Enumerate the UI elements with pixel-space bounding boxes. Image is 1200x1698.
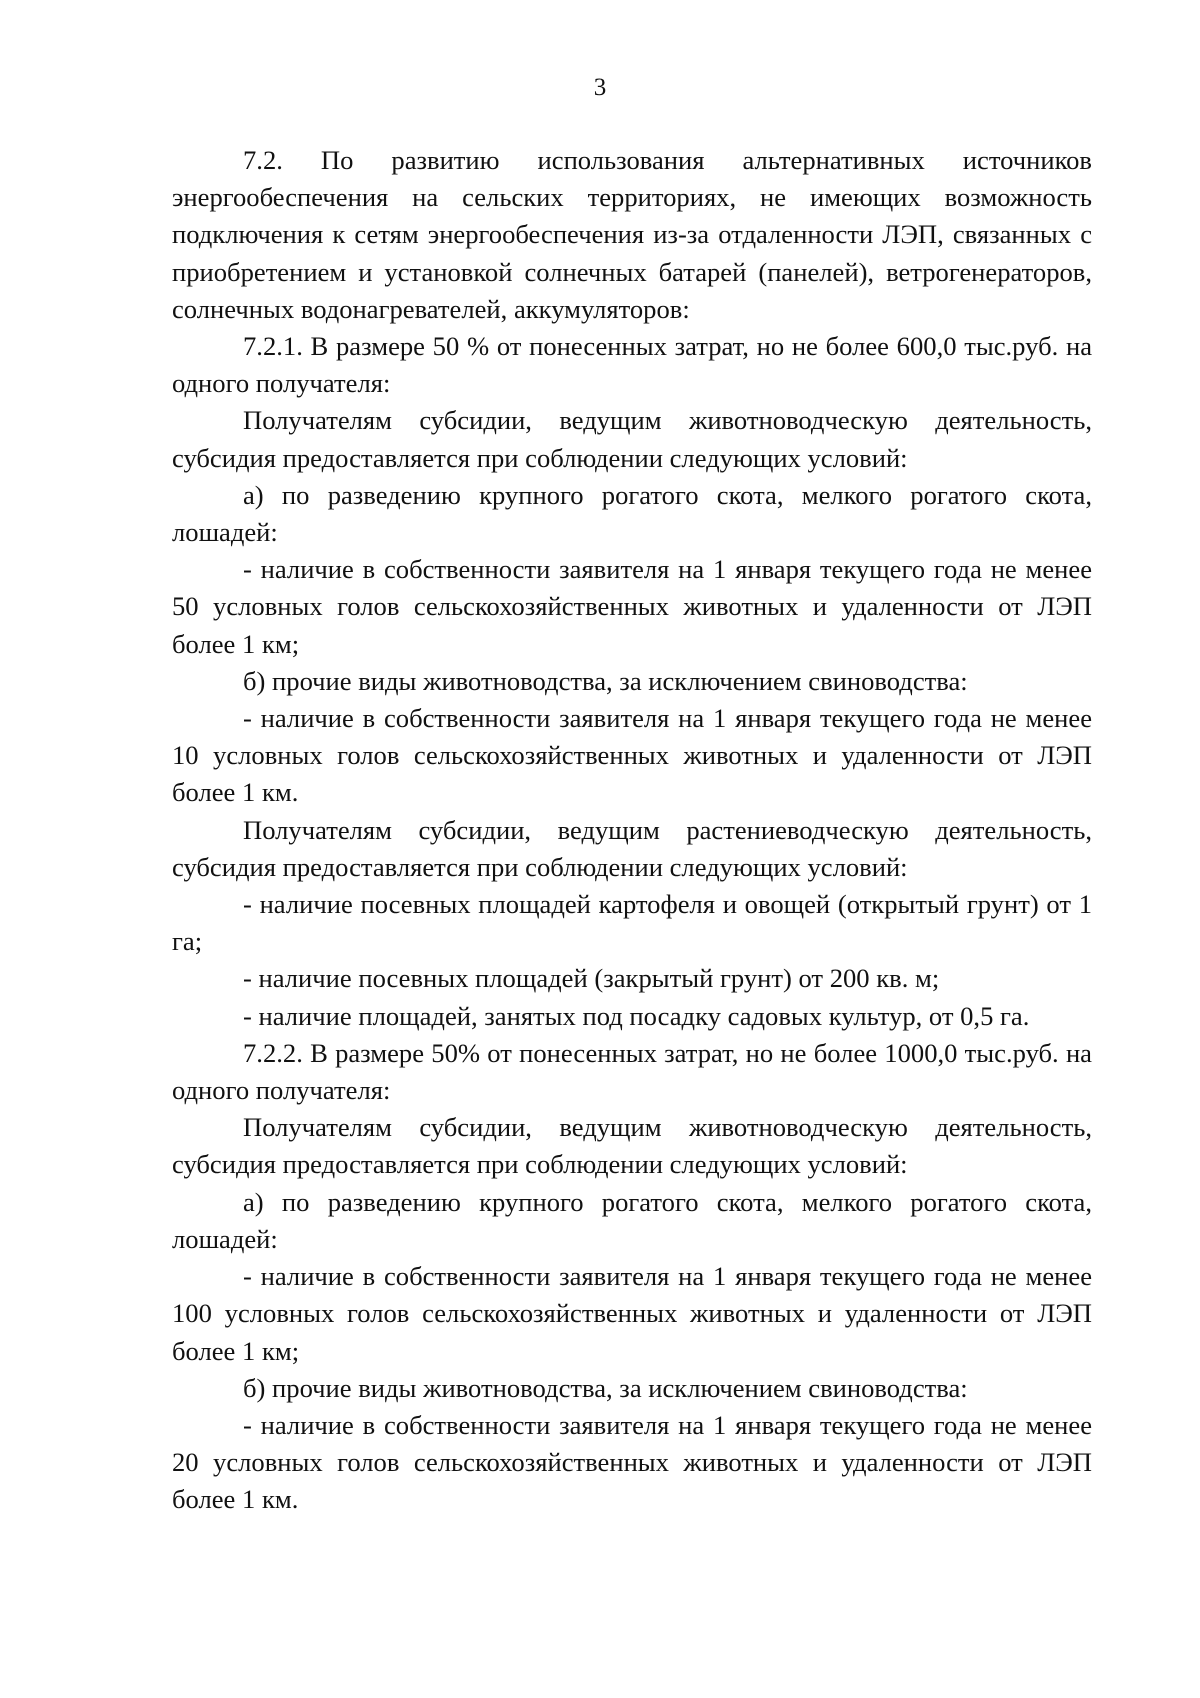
paragraph-7-2-2: 7.2.2. В размере 50% от понесенных затрат, но не более 1000,0 тыс.руб. на одного получателя:: [172, 1037, 1092, 1106]
page-number: 3: [593, 74, 607, 101]
paragraph-garden-crops: - наличие площадей, занятых под посадку садовых культур, от 0,5 га.: [243, 1000, 1030, 1031]
paragraph-crop-conditions: Получателям субсидии, ведущим растениеводческую деятельность, субсидия предоставляется при соблюдении следующих условий:: [172, 814, 1092, 882]
paragraph-other-livestock: б) прочие виды животноводства, за исключением свиноводства:: [243, 665, 968, 696]
paragraph-cattle-requirement-2: - наличие в собственности заявителя на 1 января текущего года не менее 100 условных голов сельскохозяйственных животных и удаленности от ЛЭП более 1 км;: [172, 1261, 1092, 1366]
document-body: [172, 142, 1092, 1519]
paragraph-cattle-breeding-2: а) по разведению крупного рогатого скота, мелкого рогатого скота, лошадей:: [172, 1186, 1092, 1254]
paragraph-open-ground: - наличие посевных площадей картофеля и овощей (открытый грунт) от 1 га;: [172, 889, 1092, 957]
paragraph-livestock-conditions-2: Получателям субсидии, ведущим животноводческую деятельность, субсидия предоставляется при соблюдении следующих условий:: [172, 1112, 1092, 1180]
paragraph-closed-ground: - наличие посевных площадей (закрытый грунт) от 200 кв. м;: [243, 963, 940, 994]
paragraph-7-2-1: 7.2.1. В размере 50 % от понесенных затрат, но не более 600,0 тыс.руб. на одного получателя:: [172, 331, 1092, 399]
paragraph-other-livestock-2: б) прочие виды животноводства, за исключением свиноводства:: [243, 1372, 968, 1403]
paragraph-other-livestock-requirement-2: - наличие в собственности заявителя на 1 января текущего года не менее 20 условных голов сельскохозяйственных животных и удаленности от ЛЭП более 1 км.: [172, 1409, 1092, 1515]
paragraph-cattle-requirement: - наличие в собственности заявителя на 1 января текущего года не менее 50 условных голов сельскохозяйственных животных и удаленности от ЛЭП более 1 км;: [172, 554, 1092, 659]
paragraph-livestock-conditions: Получателям субсидии, ведущим животноводческую деятельность, субсидия предоставляется при соблюдении следующих условий:: [172, 405, 1092, 473]
paragraph-other-livestock-requirement: - наличие в собственности заявителя на 1 января текущего года не менее 10 условных голов сельскохозяйственных животных и удаленности от ЛЭП более 1 км.: [172, 703, 1092, 808]
paragraph-7-2: 7.2. По развитию использования альтернативных источников энергообеспечения на сельских территориях, не имеющих возможность подключения к сетям энергообеспечения из-за отдаленности ЛЭП, связанных с приобретением и установкой солнечных батарей (панелей), ветрогенераторов, солнечных водонагревателей, аккумуляторов:: [172, 145, 1092, 324]
paragraph-cattle-breeding: а) по разведению крупного рогатого скота, мелкого рогатого скота, лошадей:: [172, 479, 1092, 548]
